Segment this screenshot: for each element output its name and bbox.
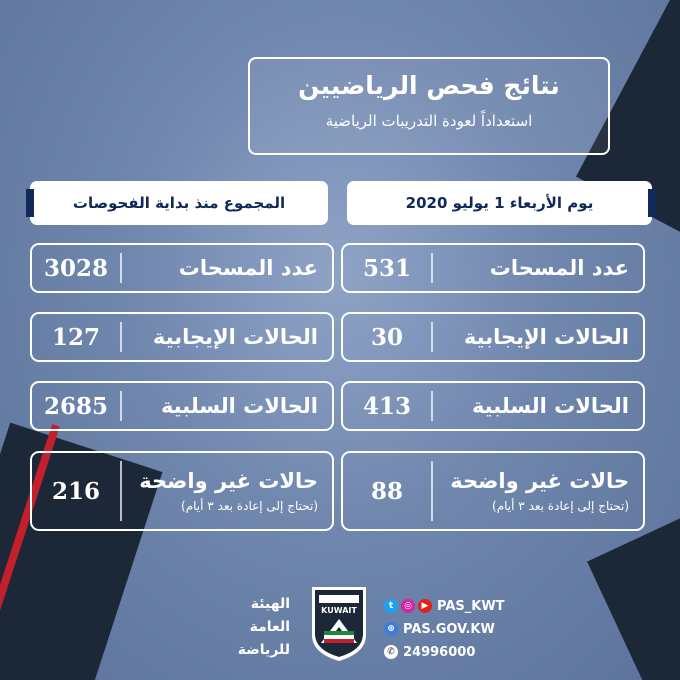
- phone-row: [384, 641, 505, 663]
- row-divider: [431, 461, 433, 521]
- daily-column-header-label: يوم الأربعاء 1 يوليو 2020: [405, 194, 594, 212]
- contact-info: [384, 595, 505, 664]
- total-column-header: [30, 181, 328, 225]
- row-value: 127: [51, 323, 100, 351]
- row-note: (تحتاج إلى إعادة بعد ٣ أيام): [492, 499, 629, 513]
- row-label: الحالات الإيجابية: [463, 325, 629, 349]
- globe-icon: ⊕: [384, 622, 398, 636]
- org-line: العامة: [249, 619, 290, 635]
- row-value: 88: [370, 477, 403, 505]
- row-label-group: [139, 453, 318, 529]
- row-label: حالات غير واضحة: [450, 469, 629, 493]
- phone-number[interactable]: 24996000: [403, 644, 476, 660]
- row-value: 3028: [43, 254, 108, 282]
- row-label-group: [450, 453, 629, 529]
- total-column-header-label: المجموع منذ بداية الفحوصات: [72, 194, 286, 212]
- row-divider: [120, 253, 122, 283]
- youtube-icon: ▶: [418, 599, 432, 613]
- org-line: الهيئة: [250, 596, 290, 612]
- row-label: عدد المسحات: [489, 256, 629, 280]
- total-unclear-row: [30, 451, 334, 531]
- page-title: نتائج فحص الرياضيين: [298, 71, 560, 100]
- twitter-icon: t: [384, 599, 398, 613]
- row-divider: [120, 391, 122, 421]
- logo-text: KUWAIT: [321, 606, 357, 615]
- total-positive-row: [30, 312, 334, 362]
- row-divider: [431, 322, 433, 352]
- row-note: (تحتاج إلى إعادة بعد ٣ أيام): [181, 499, 318, 513]
- social-row: [384, 595, 505, 617]
- row-value: 413: [362, 392, 411, 420]
- phone-icon: ✆: [384, 645, 398, 659]
- footer: [0, 585, 680, 665]
- organization-name: [226, 593, 290, 662]
- daily-positive-row: [341, 312, 645, 362]
- row-value: 30: [370, 323, 403, 351]
- row-label: عدد المسحات: [178, 256, 318, 280]
- row-label: الحالات السلبية: [160, 394, 318, 418]
- daily-unclear-row: [341, 451, 645, 531]
- total-swabs-row: [30, 243, 334, 293]
- page-subtitle: استعداداً لعودة التدريبات الرياضية: [325, 112, 533, 130]
- row-value: 216: [51, 477, 100, 505]
- row-divider: [120, 461, 122, 521]
- social-handle[interactable]: PAS_KWT: [437, 598, 505, 614]
- row-label: الحالات السلبية: [471, 394, 629, 418]
- kuwait-sports-logo: [310, 585, 368, 663]
- website-link[interactable]: PAS.GOV.KW: [403, 621, 495, 637]
- title-box: [248, 57, 610, 155]
- header-tab-marker: [648, 189, 656, 217]
- header-tab-marker: [26, 189, 34, 217]
- row-divider: [431, 253, 433, 283]
- row-divider: [120, 322, 122, 352]
- daily-column-header: [347, 181, 652, 225]
- row-value: 2685: [43, 392, 108, 420]
- row-label: حالات غير واضحة: [139, 469, 318, 493]
- org-line: للرياضة: [237, 642, 290, 658]
- total-negative-row: [30, 381, 334, 431]
- website-row: [384, 618, 505, 640]
- row-value: 531: [362, 254, 411, 282]
- daily-swabs-row: [341, 243, 645, 293]
- row-label: الحالات الإيجابية: [152, 325, 318, 349]
- row-divider: [431, 391, 433, 421]
- instagram-icon: ◎: [401, 599, 415, 613]
- daily-negative-row: [341, 381, 645, 431]
